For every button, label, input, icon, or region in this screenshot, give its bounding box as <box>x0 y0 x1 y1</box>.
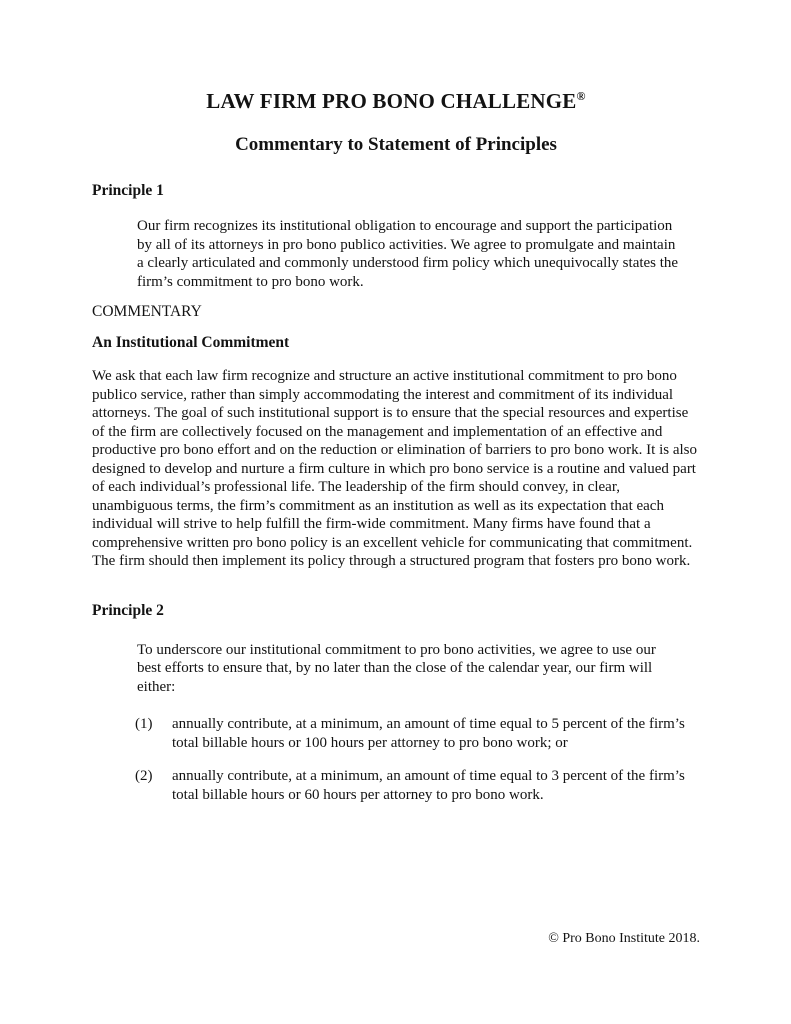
principle-2-statement: To underscore our institutional commitment to pro bono activities, we agree to use our best efforts to ensure that, by no later than the close of the calendar year, our firm will either: <box>137 641 656 695</box>
principle-2-heading: Principle 2 <box>92 601 164 619</box>
option-2-text: annually contribute, at a minimum, an amount of time equal to 3 percent of the firm’s total billable hours or 60 hours per attorney to pro bono work. <box>172 768 685 803</box>
principle-1-heading: Principle 1 <box>92 182 164 199</box>
challenge-option-1 <box>135 715 700 752</box>
document-subtitle: Commentary to Statement of Principles <box>235 134 557 155</box>
document-title-text: LAW FIRM PRO BONO CHALLENGE <box>206 89 577 113</box>
commentary-heading: An Institutional Commitment <box>92 334 290 351</box>
challenge-option-2 <box>135 767 700 804</box>
registered-trademark-symbol: ® <box>576 89 586 103</box>
principle-1-statement: Our firm recognizes its institutional obligation to encourage and support the participation by all of its attorneys in pro bono publico activities. We agree to promulgate and maintain a clearly articulated and commonly understood firm policy which unequivocally states the firm’s commitment to pro bono work. <box>137 218 679 290</box>
document-title <box>92 89 700 114</box>
option-1-number: (1) <box>135 716 153 732</box>
option-1-text: annually contribute, at a minimum, an amount of time equal to 5 percent of the firm’s total billable hours or 100 hours per attorney to pro bono work; or <box>172 716 685 751</box>
commentary-paragraph: We ask that each law firm recognize and structure an active institutional commitment to pro bono publico service, rather than simply accommodating the interest and commitment of its individual attorneys. The goal of such institutional support is to ensure that the special resources and expertise of the firm are collectively focused on the management and implementation of an effective and productive pro bono effort and on the reduction or elimination of barriers to pro bono work. It is also designed to develop and nurture a firm culture in which pro bono service is a routine and valued part of each individual’s professional life. The leadership of the firm should convey, in clear, unambiguous terms, the firm’s commitment as an institution as well as its expectation that each individual will strive to help fulfill the firm-wide commitment. Many firms have found that a comprehensive written pro bono policy is an excellent vehicle for communicating that commitment. The firm should then implement its policy through a structured program that fosters pro bono work. <box>92 368 697 569</box>
option-2-number: (2) <box>135 768 153 784</box>
commentary-label: COMMENTARY <box>92 303 202 320</box>
footer-copyright: © Pro Bono Institute 2018. <box>548 931 700 946</box>
